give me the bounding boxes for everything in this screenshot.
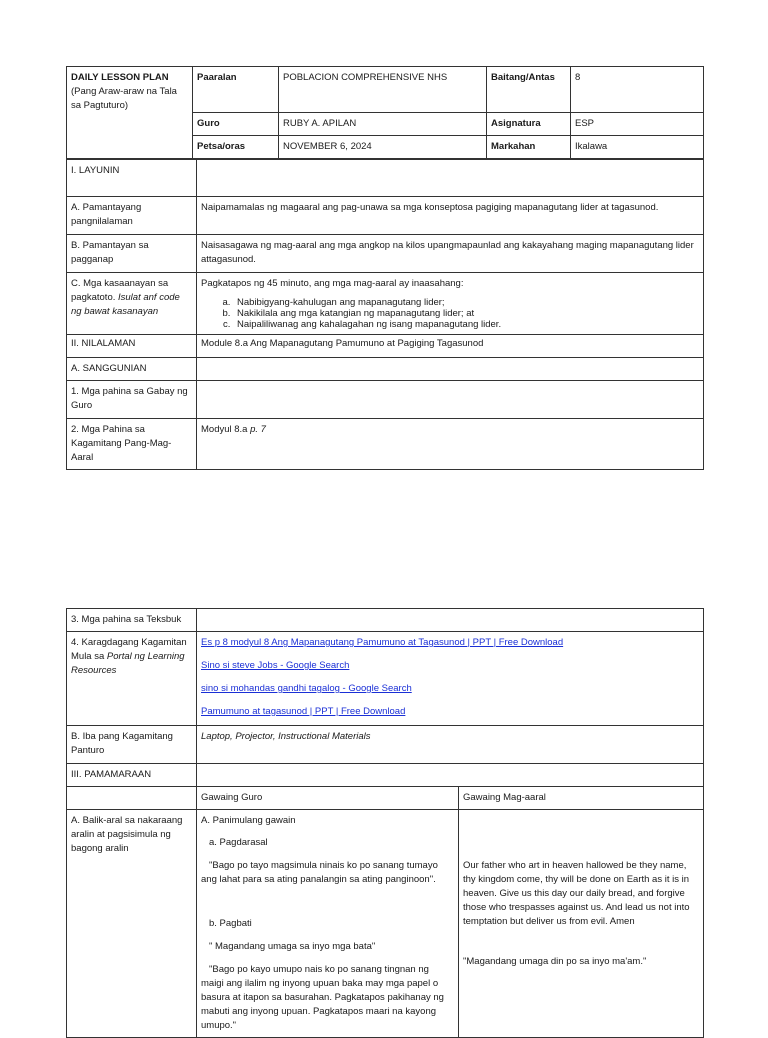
kasanayan-value-cell	[197, 273, 704, 335]
subject-value: ESP	[571, 113, 704, 136]
procedure-table	[66, 608, 704, 1038]
magaaral-activity-cell	[459, 810, 704, 1038]
kagamitan-label: 2. Mga Pahina sa Kagamitang Pang-Mag-Aaral	[67, 419, 197, 470]
subject-label: Asignatura	[487, 113, 571, 136]
list-item: c. Naipaliliwanag ang kahalagahan ng isang mapanagutang lider.	[233, 319, 699, 330]
karagdagang-label-note: Portal ng Learning Resources	[71, 651, 185, 676]
gabay-label: 1. Mga pahina sa Gabay ng Guro	[67, 381, 197, 419]
sanggunian-label: A. SANGGUNIAN	[67, 358, 197, 381]
quarter-value: Ikalawa	[571, 136, 704, 159]
resource-link[interactable]: Sino si steve Jobs - Google Search	[201, 660, 350, 671]
school-value: POBLACION COMPREHENSIVE NHS	[279, 67, 487, 113]
dlp-title-cell	[67, 67, 193, 159]
kasanayan-list	[201, 297, 699, 330]
dlp-subtitle: (Pang Araw-araw na Tala sa Pagtuturo)	[71, 86, 177, 111]
nilalaman-value: Module 8.a Ang Mapanagutang Pamumuno at Pagiging Tagasunod	[197, 335, 704, 358]
resource-link[interactable]: Es p 8 modyul 8 Ang Mapanagutang Pamumuno at Tagasunod | PPT | Free Download	[201, 637, 564, 648]
teksbuk-value	[197, 609, 704, 632]
iba-value: Laptop, Projector, Instructional Materials	[197, 726, 704, 764]
karagdagang-label-cell	[67, 632, 197, 726]
pagganap-value: Naisasagawa ng mag-aaral ang mga angkop na kilos upangmapaunlad ang kakayahang maging mapanagutang lider attagasunod.	[197, 235, 704, 273]
kagamitan-page: p. 7	[247, 424, 266, 435]
kagamitan-value-cell	[197, 419, 704, 470]
objectives-table	[66, 159, 704, 470]
grade-value: 8	[571, 67, 704, 113]
layunin-value	[197, 160, 704, 197]
pamantayang-value: Naipamamalas ng magaaral ang pag-unawa sa mga konseptosa pagiging mapanagutang lider at tagasunod.	[197, 197, 704, 235]
prayer-text: Our father who art in heaven hallowed be they name, thy kingdom come, thy will be done on Earth as it is in heaven. Give us this day our daily bread, and forgive those who trespasses against us. And lead us not into temptation but deliver us from evil. Amen	[463, 860, 690, 927]
links-cell	[197, 632, 704, 726]
pagdarasal-heading: a. Pagdarasal	[209, 837, 268, 848]
teacher-value: RUBY A. APILAN	[279, 113, 487, 136]
header-table	[66, 66, 704, 159]
pamamaraan-label: III. PAMAMARAAN	[67, 764, 197, 787]
column-blank	[67, 787, 197, 810]
layunin-label: I. LAYUNIN	[67, 160, 197, 197]
guro-header: Gawaing Guro	[197, 787, 459, 810]
resource-link[interactable]: sino si mohandas gandhi tagalog - Google Search	[201, 683, 412, 694]
teksbuk-label: 3. Mga pahina sa Teksbuk	[67, 609, 197, 632]
resource-link[interactable]: Pamumuno at tagasunod | PPT | Free Download	[201, 706, 406, 717]
sanggunian-value	[197, 358, 704, 381]
kasanayan-label-note: Isulat anf code ng bawat kasanayan	[71, 292, 180, 317]
magaaral-header: Gawaing Mag-aaral	[459, 787, 704, 810]
gabay-value	[197, 381, 704, 419]
dlp-title: DAILY LESSON PLAN	[71, 72, 169, 83]
kasanayan-label: C. Mga kasaanayan sa pagkatoto.	[71, 278, 169, 303]
kagamitan-value: Modyul 8.a	[201, 424, 248, 435]
date-value: NOVEMBER 6, 2024	[279, 136, 487, 159]
list-item: a. Nabibigyang-kahulugan ang mapanagutang lider;	[233, 297, 699, 308]
pagbati-quote: " Magandang umaga sa inyo mga bata"	[209, 941, 376, 952]
pamantayang-label: A. Pamantayang pangnilalaman	[67, 197, 197, 235]
school-label: Paaralan	[193, 67, 279, 113]
pagganap-label: B. Pamantayan sa pagganap	[67, 235, 197, 273]
pagdarasal-quote: "Bago po tayo magsimula ninais ko po sanang tumayo ang lahat para sa ating panalangin sa ating panginoon".	[201, 860, 438, 885]
iba-label: B. Iba pang Kagamitang Panturo	[67, 726, 197, 764]
nilalaman-label: II. NILALAMAN	[67, 335, 197, 358]
panimulang-heading: A. Panimulang gawain	[201, 815, 296, 826]
kasanayan-intro: Pagkatapos ng 45 minuto, ang mga mag-aaral ay inaasahang:	[201, 278, 464, 289]
pamamaraan-value	[197, 764, 704, 787]
quarter-label: Markahan	[487, 136, 571, 159]
list-item: b. Nakikilala ang mga katangian ng mapanagutang lider; at	[233, 308, 699, 319]
date-label: Petsa/oras	[193, 136, 279, 159]
upuan-quote: "Bago po kayo umupo nais ko po sanang tingnan ng maigi ang ilalim ng inyong upuan baka may mga papel o basura at itapon sa basurahan. Pagkatapos pakihanay ng mabuti ang inyong upuan. Pagkatapos maari na kayong umupo."	[201, 964, 444, 1031]
kasanayan-label-cell	[67, 273, 197, 335]
pagbati-heading: b. Pagbati	[209, 918, 252, 929]
karagdagang-label: 4. Karagdagang Kagamitan Mula sa	[71, 637, 187, 662]
guro-activity-cell	[197, 810, 459, 1038]
grade-label: Baitang/Antas	[487, 67, 571, 113]
greeting-reply: "Magandang umaga din po sa inyo ma'am."	[463, 956, 647, 967]
teacher-label: Guro	[193, 113, 279, 136]
balik-label: A. Balik-aral sa nakaraang aralin at pagsisimula ng bagong aralin	[67, 810, 197, 1038]
